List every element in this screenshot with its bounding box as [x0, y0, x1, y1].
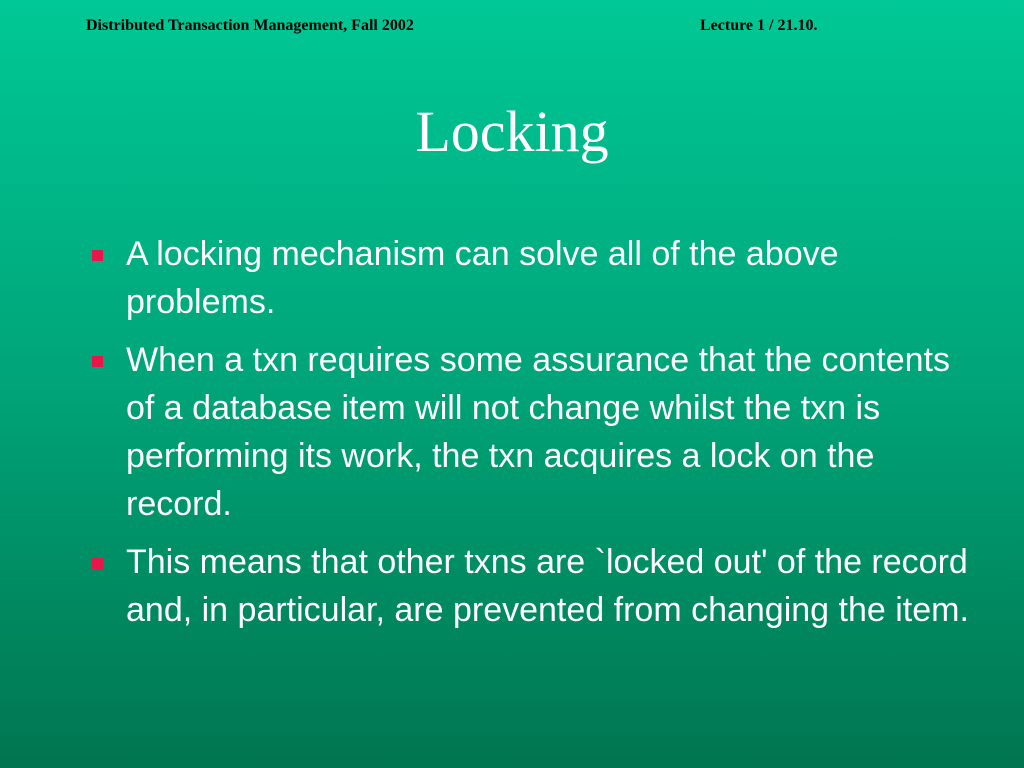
bullet-item	[86, 230, 986, 326]
bullet-text: When a txn requires some assurance that the contents of a database item will not change whilst the txn is performing its work, the txn acquires a lock on the record.	[126, 341, 951, 523]
bullet-item	[86, 538, 986, 634]
bullet-text: A locking mechanism can solve all of the above problems.	[126, 235, 839, 321]
course-header: Distributed Transaction Management, Fall 2002	[86, 17, 414, 34]
square-bullet-icon	[92, 356, 103, 367]
bullet-text: This means that other txns are `locked out' of the record and, in particular, are prevented from changing the item.	[126, 543, 969, 629]
bullet-item	[86, 336, 986, 528]
square-bullet-icon	[92, 558, 103, 569]
bullet-list	[86, 230, 986, 644]
lecture-header: Lecture 1 / 21.10.	[700, 17, 818, 34]
square-bullet-icon	[92, 250, 103, 261]
slide-title: Locking	[415, 99, 609, 164]
